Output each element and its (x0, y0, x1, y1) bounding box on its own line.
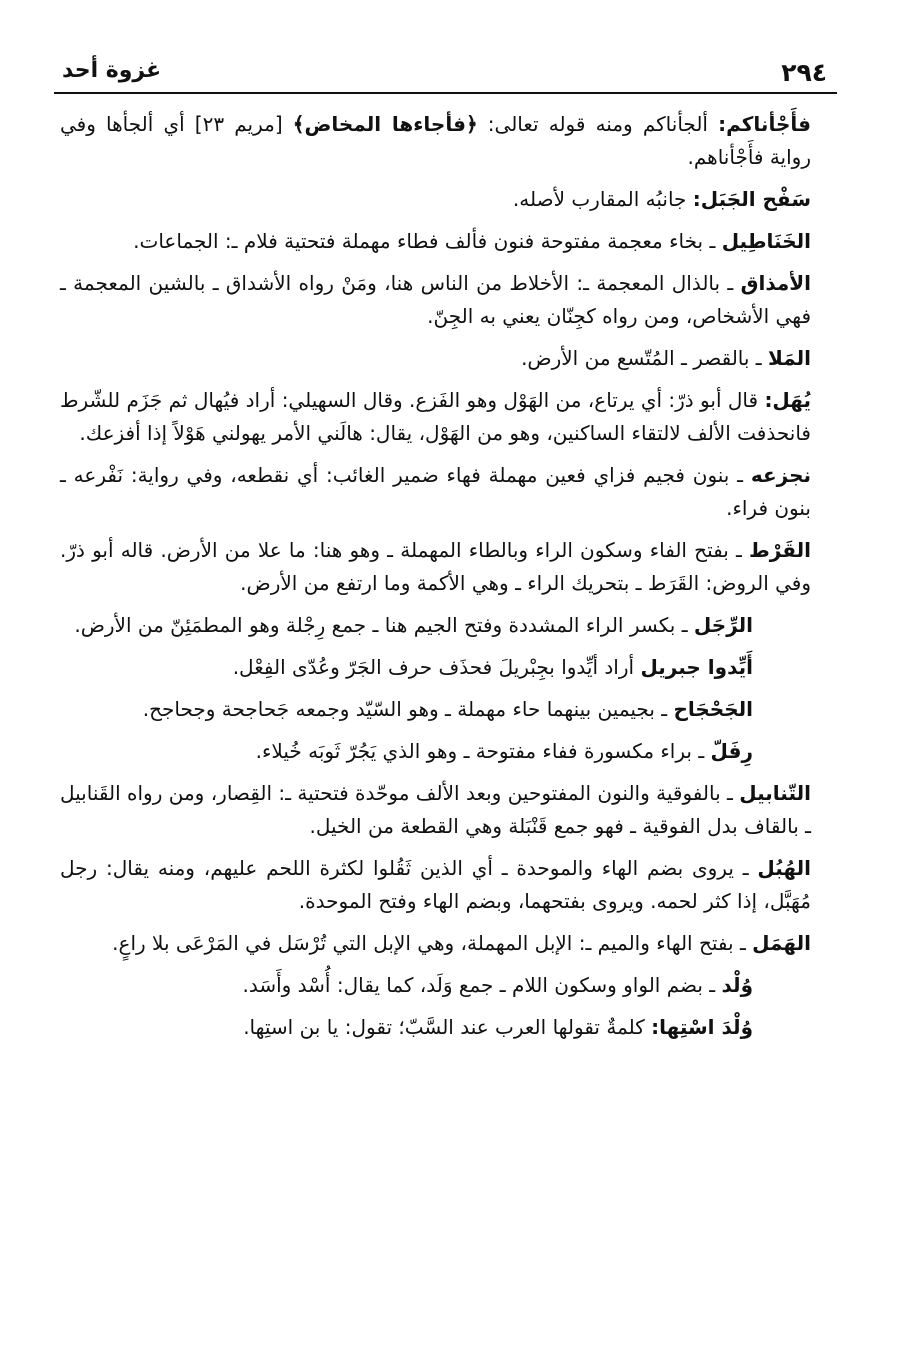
entry-text: ـ بخاء معجمة مفتوحة فنون فألف فطاء مهملة فتحتية فلام ـ: الجماعات. (133, 229, 722, 253)
page-number: ٢٩٤ (781, 58, 827, 87)
entry-headword: الأمذاق (740, 271, 811, 295)
entry-headword: رِفَلّ (710, 739, 753, 763)
entry-headword: الهُبُل (757, 856, 811, 880)
glossary-entry (60, 651, 753, 684)
entry-text: ـ بالقصر ـ المُتّسع من الأرض. (521, 346, 769, 370)
glossary-entry (60, 384, 811, 450)
entry-headword: المَلا (768, 346, 811, 370)
entry-headword: يُهَل: (764, 388, 811, 412)
entry-headword: سَفْح الجَبَل: (692, 187, 811, 211)
entry-text: ـ بضم الواو وسكون اللام ـ جمع وَلَد، كما يقال: أُسْد وأَسَد. (242, 973, 722, 997)
entry-text: ـ بالفوقية والنون المفتوحين وبعد الألف موحّدة فتحتية ـ: القِصار، ومن رواه القَنابيل ـ بالقاف بدل الفوقية ـ فهو جمع قَنْبَلة وهي القطعة من الخيل. (60, 781, 811, 838)
entry-headword: الجَحْجَاح (673, 697, 753, 721)
glossary-entry (60, 108, 811, 174)
glossary-entry (60, 342, 811, 375)
entry-text: جانبُه المقارب لأصله. (512, 187, 693, 211)
entry-text: ألجأناكم ومنه قوله تعالى: (477, 112, 719, 136)
glossary-body (60, 108, 811, 1053)
entry-text: [مريم ٢٣] أي ألجأها وفي رواية فأَجْأناهم. (60, 112, 811, 169)
entry-headword: القَرْط (749, 538, 811, 562)
entry-text: ـ بجيمين بينهما حاء مهملة ـ وهو السّيّد وجمعه جَحاجحة وجحاجح. (142, 697, 674, 721)
glossary-entry (60, 969, 753, 1002)
glossary-entry (60, 927, 811, 960)
running-title: غزوة أحد (62, 58, 162, 83)
entry-text: ـ براء مكسورة ففاء مفتوحة ـ وهو الذي يَجُرّ ثَوبَه خُيلاء. (255, 739, 711, 763)
page-header (54, 52, 837, 94)
glossary-entry (60, 1011, 753, 1044)
entry-headword: وُلْد (721, 973, 753, 997)
quran-verse: ﴿فأجاءها المخاض﴾ (292, 112, 478, 136)
entry-headword: وُلْدَ اسْتِها: (651, 1015, 753, 1039)
entry-text: ـ بفتح الفاء وسكون الراء وبالطاء المهملة ـ وهو هنا: ما علا من الأرض. قاله أبو ذرّ. وفي الروض: القَرَط ـ بتحريك الراء ـ وهي الأكمة وما ارتفع من الأرض. (60, 538, 811, 595)
entry-headword: أَيِّدوا جبريل (640, 655, 753, 679)
glossary-entry (60, 225, 811, 258)
glossary-entry (60, 183, 811, 216)
entry-text: ـ يروى بضم الهاء والموحدة ـ أي الذين ثَقُلوا لكثرة اللحم عليهم، ومنه يقال: رجل مُهَبَّل، إذا كثر لحمه. ويروى بفتحهما، وبضم الهاء وفتح الموحدة. (60, 856, 811, 913)
entry-text: كلمةٌ تقولها العرب عند السَّبّ؛ تقول: يا بن استِها. (243, 1015, 652, 1039)
entry-headword: الرِّجَل (693, 613, 753, 637)
entry-headword: الهَمَل (752, 931, 811, 955)
glossary-entry (60, 777, 811, 843)
glossary-entry (60, 852, 811, 918)
entry-text: ـ بكسر الراء المشددة وفتح الجيم هنا ـ جمع رِجْلة وهو المطمَئِنّ من الأرض. (74, 613, 694, 637)
glossary-entry (60, 459, 811, 525)
entry-text: ـ بالذال المعجمة ـ: الأخلاط من الناس هنا، ومَنْ رواه الأشداق ـ بالشين المعجمة ـ فهي الأشخاص، ومن رواه كجِنّان يعني به الجِنّ. (60, 271, 811, 328)
glossary-entry (60, 534, 811, 600)
entry-text: ـ بفتح الهاء والميم ـ: الإبل المهملة، وهي الإبل التي تُرْسَل في المَرْعَى بلا راعٍ. (112, 931, 753, 955)
entry-text: ـ بنون فجيم فزاي فعين مهملة فهاء ضمير الغائب: أي نقطعه، وفي رواية: نَفْرعه ـ بنون فراء. (60, 463, 811, 520)
entry-headword: نجزعه (750, 463, 811, 487)
glossary-entry (60, 267, 811, 333)
entry-headword: التّنابيل (739, 781, 811, 805)
glossary-entry (60, 735, 753, 768)
glossary-entry (60, 609, 753, 642)
entry-text: أراد أيِّدوا بجِبْريلَ فحذَف حرف الجَرّ وعُدّى الفِعْل. (232, 655, 641, 679)
entry-text: قال أبو ذرّ: أي يرتاع، من الهَوْل وهو الفَزع. وقال السهيلي: أراد فيُهال ثم جَزَم للشّرط فانحذفت الألف لالتقاء الساكنين، وهو من الهَوْل، يقال: هالَني الأمر يهولني هَوْلاً إذا أفزعك. (60, 388, 811, 445)
glossary-entry (60, 693, 753, 726)
entry-headword: فأَجْأناكم: (718, 112, 811, 136)
entry-headword: الخَنَاطِيل (721, 229, 811, 253)
